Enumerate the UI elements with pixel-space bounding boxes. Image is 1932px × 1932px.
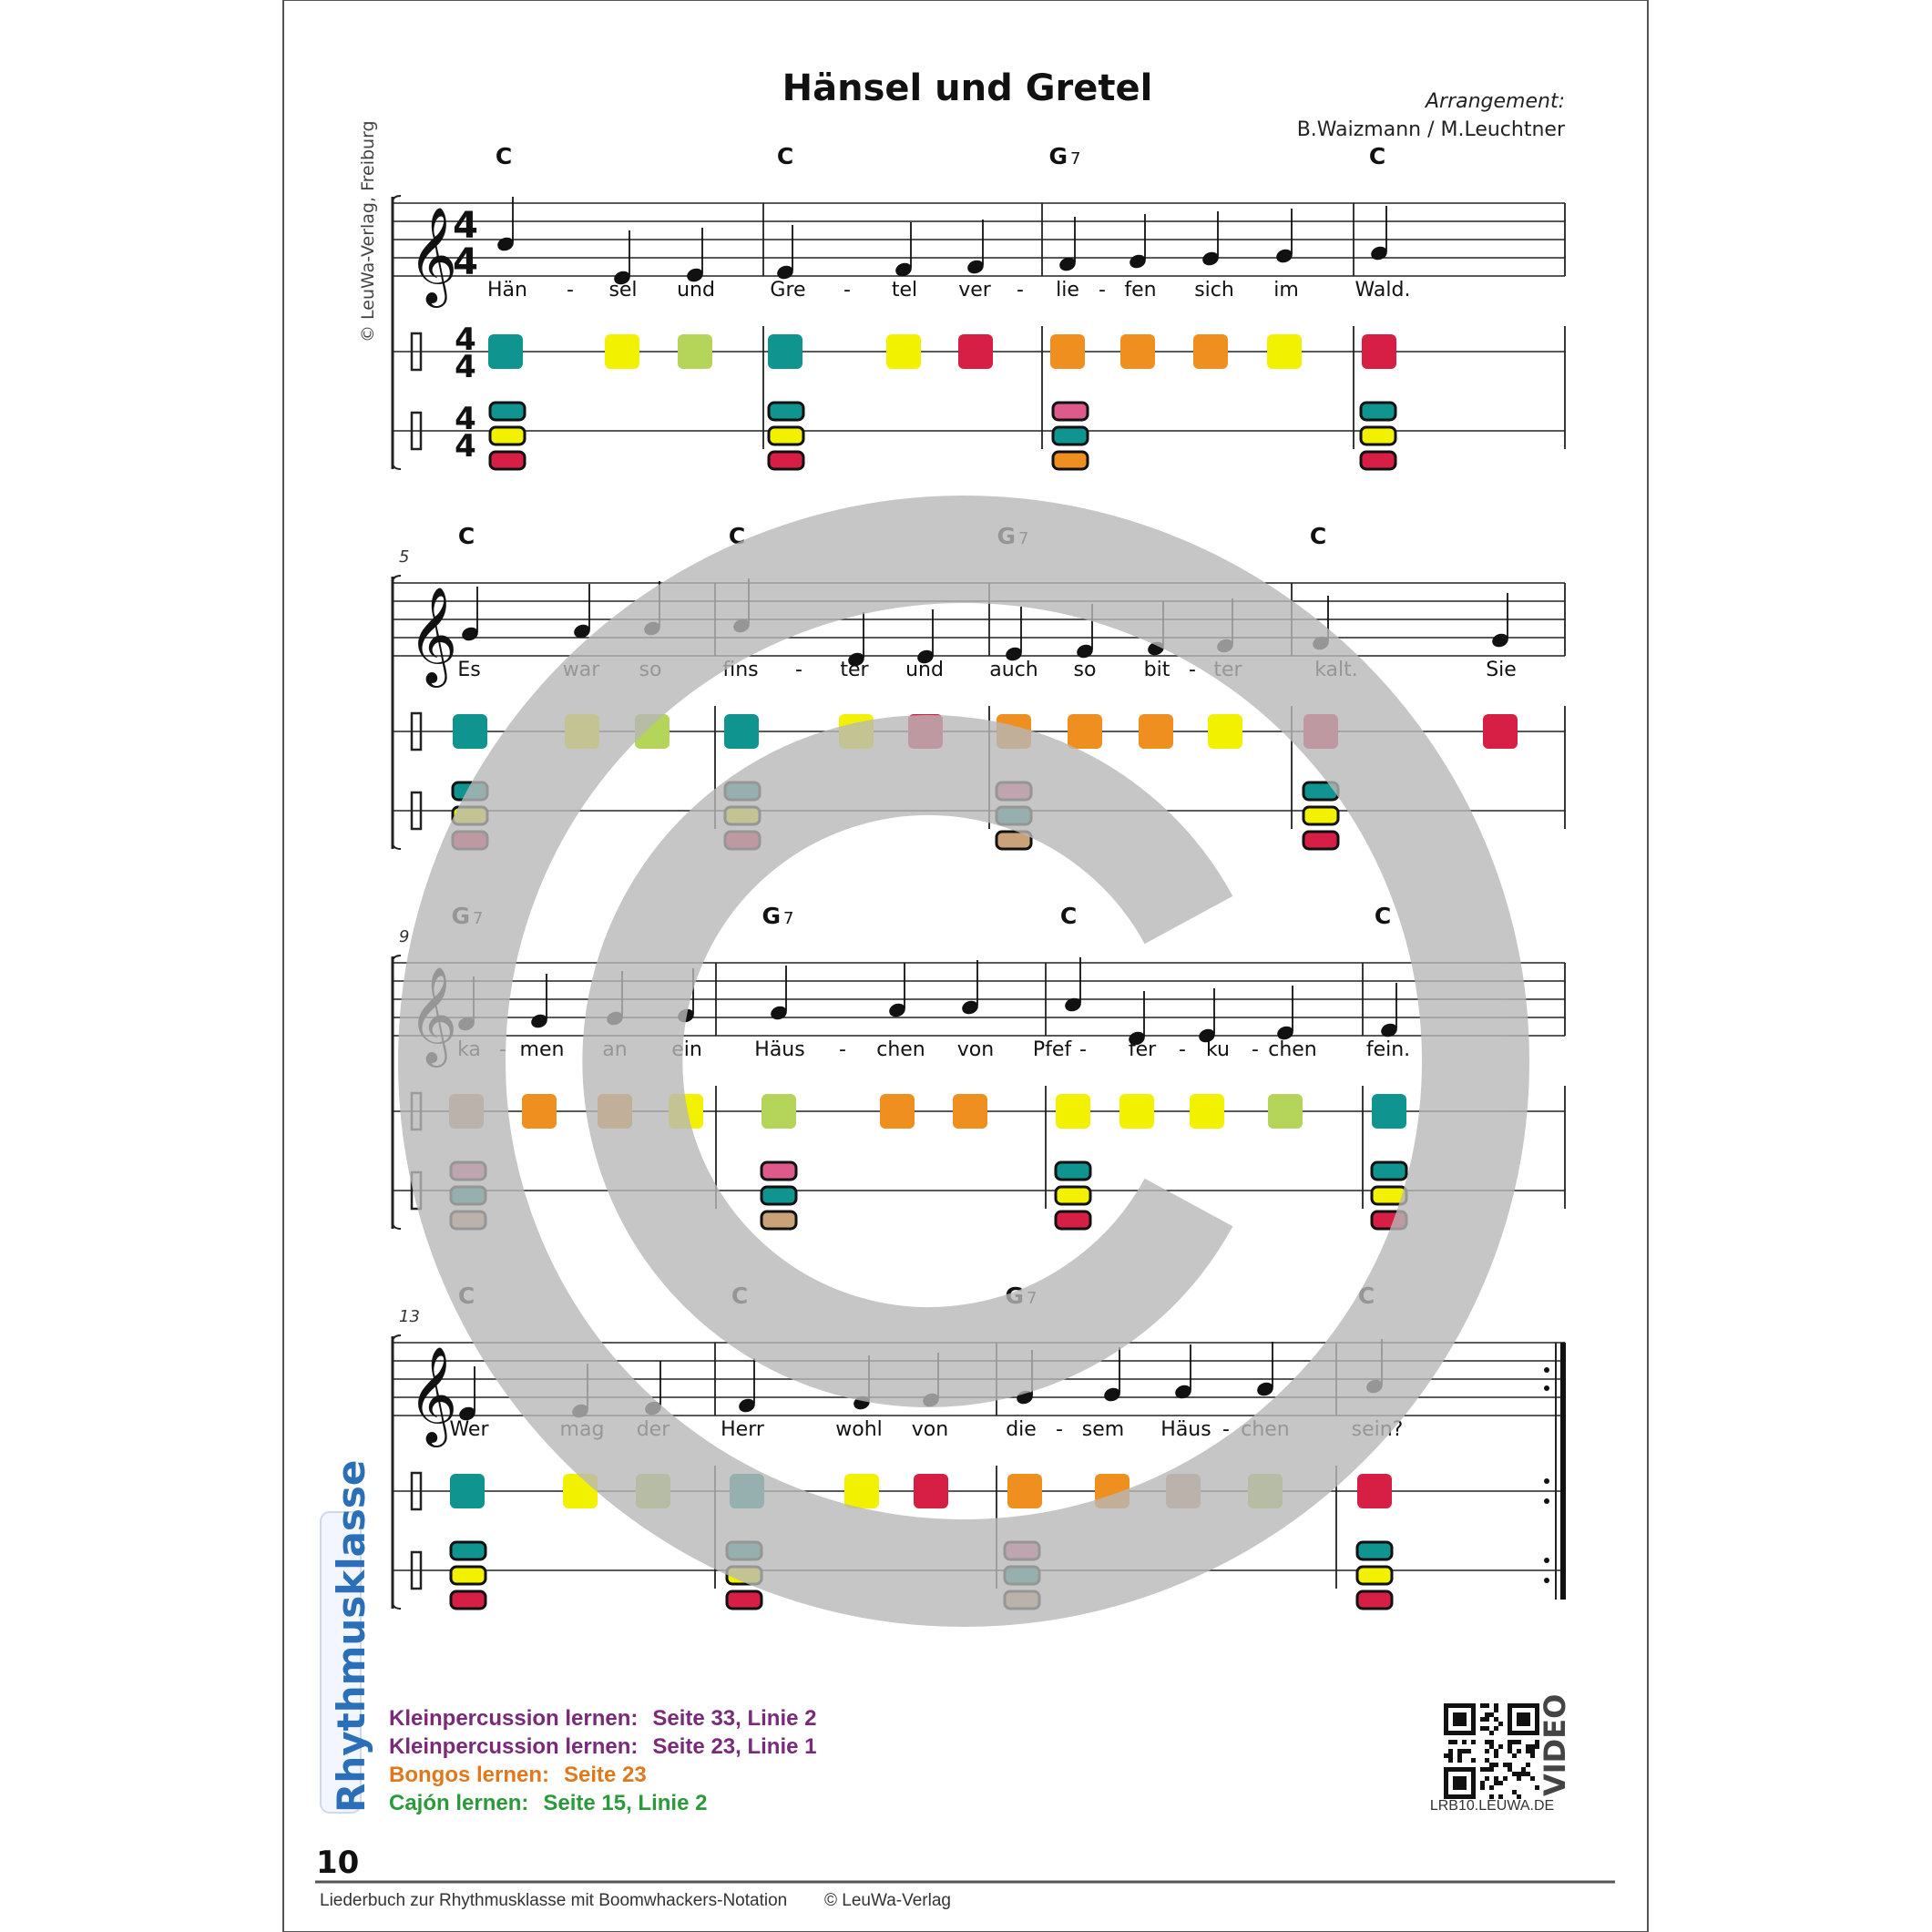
chord-symbol: C bbox=[1309, 523, 1327, 549]
chord-symbol: C bbox=[731, 1283, 749, 1309]
lyric-syllable: - bbox=[1017, 279, 1024, 302]
boomwhacker-note bbox=[1068, 714, 1102, 749]
lyric-syllable: ku bbox=[1205, 1038, 1231, 1061]
lyric-syllable: Herr bbox=[721, 1418, 764, 1441]
lyric-syllable: - bbox=[1079, 1038, 1087, 1061]
lyric-syllable: Gre bbox=[770, 279, 806, 302]
repeat-dot bbox=[1544, 1578, 1549, 1583]
time-signature-top: 4 bbox=[455, 401, 476, 437]
lyric-syllable: - bbox=[843, 279, 851, 302]
boomwhacker-chord-note bbox=[490, 452, 525, 469]
boomwhacker-note bbox=[678, 334, 712, 369]
boomwhacker-chord-note bbox=[1361, 452, 1395, 469]
boomwhacker-note bbox=[1483, 714, 1518, 749]
treble-clef-icon: 𝄞 bbox=[408, 206, 458, 303]
chord-symbol: G 7 bbox=[762, 903, 794, 929]
chord-symbol: C bbox=[1374, 903, 1392, 929]
lyric-syllable: sein? bbox=[1351, 1418, 1404, 1441]
boomwhacker-chord-note bbox=[451, 1591, 486, 1609]
treble-clef-icon: 𝄞 bbox=[408, 586, 458, 683]
chord-symbol: G 7 bbox=[1005, 1283, 1038, 1309]
rhythmusklasse-logo bbox=[321, 1460, 373, 1813]
treble-clef-icon: 𝄞 bbox=[408, 966, 458, 1063]
boomwhacker-note bbox=[605, 334, 639, 369]
boomwhacker-chord-note bbox=[762, 1187, 796, 1204]
boomwhacker-chord-note bbox=[769, 452, 803, 469]
chord-symbol: C bbox=[457, 1283, 475, 1309]
footer-copyright: © LeuWa-Verlag bbox=[824, 1891, 951, 1910]
repeat-dot bbox=[1544, 1385, 1549, 1391]
lyric-syllable: Sie bbox=[1486, 659, 1517, 681]
arrangement-label: Arrangement: bbox=[1425, 90, 1565, 113]
lyric-syllable: ver bbox=[958, 279, 991, 302]
learning-link[interactable]: Bongos lernen: Seite 23 bbox=[389, 1763, 647, 1787]
boomwhacker-chord-note bbox=[769, 427, 803, 445]
boomwhacker-note bbox=[762, 1094, 796, 1129]
boomwhacker-note bbox=[1193, 334, 1228, 369]
boomwhacker-note bbox=[488, 334, 523, 369]
lyric-syllable: - bbox=[1179, 1038, 1186, 1061]
boomwhacker-chord-note bbox=[1056, 1162, 1090, 1180]
lyric-syllable: - bbox=[499, 1038, 506, 1061]
video-label: VIDEO bbox=[1538, 1693, 1572, 1796]
chord-symbol: G 7 bbox=[1048, 143, 1081, 169]
lyric-syllable: so bbox=[1073, 659, 1097, 681]
lyric-syllable: chen bbox=[876, 1038, 925, 1061]
lyric-syllable: - bbox=[795, 659, 802, 681]
repeat-dot bbox=[1544, 1367, 1549, 1373]
repeat-dot bbox=[1544, 1478, 1549, 1484]
lyric-syllable: auch bbox=[989, 659, 1038, 681]
lyric-syllable: und bbox=[905, 659, 944, 681]
lyric-syllable: - bbox=[1099, 279, 1106, 302]
boomwhacker-chord-note bbox=[1361, 403, 1395, 420]
lyric-syllable: ter bbox=[1213, 659, 1242, 681]
boomwhacker-note bbox=[1208, 714, 1242, 749]
lyric-syllable: die bbox=[1006, 1418, 1037, 1441]
lyric-syllable: lie bbox=[1056, 279, 1079, 302]
lyric-syllable: chen bbox=[1268, 1038, 1317, 1061]
boomwhacker-chord-note bbox=[1053, 403, 1088, 420]
measure-number: 9 bbox=[399, 927, 410, 946]
lyric-syllable: - bbox=[1056, 1418, 1063, 1441]
lyric-syllable: chen bbox=[1241, 1418, 1290, 1441]
boomwhacker-note bbox=[1190, 1094, 1224, 1129]
lyric-syllable: fein. bbox=[1365, 1038, 1411, 1061]
boomwhacker-chord-note bbox=[1053, 452, 1088, 469]
time-signature-bottom: 4 bbox=[453, 241, 478, 283]
arrangers: B.Waizmann / M.Leuchtner bbox=[1296, 118, 1565, 141]
chord-symbol: G 7 bbox=[997, 523, 1029, 549]
lyric-syllable: im bbox=[1273, 279, 1299, 302]
boomwhacker-chord-note bbox=[1357, 1591, 1392, 1609]
lyric-syllable: tel bbox=[891, 279, 918, 302]
lyric-syllable: Häus bbox=[1160, 1418, 1211, 1441]
boomwhacker-chord-note bbox=[1303, 832, 1338, 849]
boomwhacker-chord-note bbox=[1372, 1162, 1406, 1180]
lyric-syllable: ein bbox=[671, 1038, 702, 1061]
lyric-syllable: - bbox=[839, 1038, 846, 1061]
boomwhacker-note bbox=[1056, 1094, 1090, 1129]
boomwhacker-note bbox=[453, 714, 487, 749]
boomwhacker-note bbox=[1268, 1094, 1303, 1129]
boomwhacker-note bbox=[768, 334, 802, 369]
boomwhacker-chord-note bbox=[1357, 1567, 1392, 1584]
boomwhacker-note bbox=[1139, 714, 1173, 749]
lyric-syllable: men bbox=[519, 1038, 565, 1061]
boomwhacker-note bbox=[958, 334, 993, 369]
lyric-syllable: bit bbox=[1143, 659, 1170, 681]
boomwhacker-chord-note bbox=[490, 403, 525, 420]
boomwhacker-note bbox=[1362, 334, 1396, 369]
boomwhacker-chord-note bbox=[762, 1211, 796, 1229]
boomwhacker-note bbox=[880, 1094, 915, 1129]
learning-link[interactable]: Kleinpercussion lernen: Seite 23, Linie 1 bbox=[389, 1734, 817, 1759]
lyric-syllable: sem bbox=[1081, 1418, 1125, 1441]
lyric-syllable: und bbox=[677, 279, 715, 302]
boomwhacker-note bbox=[1007, 1474, 1042, 1508]
lyric-syllable: - bbox=[567, 279, 574, 302]
boomwhacker-chord-note bbox=[1056, 1211, 1090, 1229]
boomwhacker-chord-note bbox=[1053, 427, 1088, 445]
chord-symbol: C bbox=[776, 143, 794, 169]
lyric-syllable: fer bbox=[1128, 1038, 1157, 1061]
repeat-dot bbox=[1544, 1498, 1549, 1504]
chord-symbol: C bbox=[1357, 1283, 1375, 1309]
treble-clef-icon: 𝄞 bbox=[408, 1345, 458, 1443]
lyric-syllable: Häus bbox=[754, 1038, 805, 1061]
boomwhacker-chord-note bbox=[1303, 807, 1338, 824]
lyric-syllable: Wald. bbox=[1354, 279, 1411, 302]
boomwhacker-chord-note bbox=[1361, 427, 1395, 445]
boomwhacker-chord-note bbox=[727, 1591, 762, 1609]
page-number: 10 bbox=[316, 1845, 360, 1881]
boomwhacker-note bbox=[1357, 1474, 1392, 1508]
lyric-syllable: - bbox=[1189, 659, 1196, 681]
boomwhacker-chord-note bbox=[762, 1162, 796, 1180]
lyric-syllable: so bbox=[639, 659, 662, 681]
lyric-syllable: sich bbox=[1194, 279, 1234, 302]
lyric-syllable: der bbox=[636, 1418, 670, 1441]
lyric-syllable: Hän bbox=[487, 279, 527, 302]
measure-number: 5 bbox=[399, 547, 410, 567]
boomwhacker-note bbox=[1372, 1094, 1406, 1129]
song-title: Hänsel und Gretel bbox=[782, 67, 1153, 109]
chord-symbol: C bbox=[457, 523, 475, 549]
lyric-syllable: Pfef bbox=[1032, 1038, 1072, 1061]
lyric-syllable: Wer bbox=[449, 1418, 489, 1441]
lyric-syllable: - bbox=[1252, 1038, 1259, 1061]
lyric-syllable: sel bbox=[608, 279, 638, 302]
chord-symbol: C bbox=[728, 523, 746, 549]
boomwhacker-note bbox=[450, 1474, 485, 1508]
lyric-syllable: von bbox=[911, 1418, 949, 1441]
time-signature-top: 4 bbox=[453, 205, 478, 247]
lyric-syllable: Es bbox=[457, 659, 481, 681]
time-signature-bottom: 4 bbox=[455, 428, 476, 465]
learning-link[interactable]: Cajón lernen: Seite 15, Linie 2 bbox=[389, 1791, 708, 1815]
boomwhacker-note bbox=[724, 714, 759, 749]
lyric-syllable: fins bbox=[722, 659, 759, 681]
qr-code[interactable] bbox=[1441, 1702, 1539, 1800]
time-signature-bottom: 4 bbox=[455, 349, 476, 385]
boomwhacker-note bbox=[953, 1094, 987, 1129]
chord-symbol: C bbox=[1368, 143, 1386, 169]
boomwhacker-note bbox=[1050, 334, 1085, 369]
boomwhacker-note bbox=[1267, 334, 1302, 369]
lyric-syllable: - bbox=[1222, 1418, 1230, 1441]
boomwhacker-chord-note bbox=[451, 1542, 486, 1559]
chord-symbol: C bbox=[495, 143, 513, 169]
boomwhacker-chord-note bbox=[1056, 1187, 1090, 1204]
qr-url[interactable]: LRB10.LEUWA.DE bbox=[1429, 1798, 1555, 1814]
boomwhacker-note bbox=[522, 1094, 557, 1129]
lyric-syllable: ka bbox=[457, 1038, 481, 1061]
boomwhacker-note bbox=[1119, 1094, 1154, 1129]
lyric-syllable: mag bbox=[559, 1418, 605, 1441]
footer-text: Liederbuch zur Rhythmusklasse mit Boomwhackers-Notation bbox=[320, 1891, 788, 1910]
boomwhacker-chord-note bbox=[769, 403, 803, 420]
boomwhacker-note bbox=[886, 334, 921, 369]
boomwhacker-chord-note bbox=[1357, 1542, 1392, 1559]
lyric-syllable: von bbox=[956, 1038, 995, 1061]
measure-number: 13 bbox=[399, 1307, 420, 1326]
lyric-syllable: ter bbox=[840, 659, 869, 681]
logo-text: Rhythmusklasse bbox=[329, 1459, 373, 1813]
boomwhacker-note bbox=[844, 1474, 879, 1508]
side-copyright: © LeuWa-Verlag, Freiburg bbox=[358, 120, 378, 342]
lyric-syllable: war bbox=[562, 659, 600, 681]
lyric-syllable: an bbox=[602, 1038, 628, 1061]
time-signature-top: 4 bbox=[455, 322, 476, 358]
boomwhacker-chord-note bbox=[451, 1567, 486, 1584]
boomwhacker-note bbox=[1120, 334, 1155, 369]
learning-link[interactable]: Kleinpercussion lernen: Seite 33, Linie 2 bbox=[389, 1706, 817, 1731]
lyric-syllable: wohl bbox=[835, 1418, 883, 1441]
lyric-syllable: kalt. bbox=[1314, 659, 1358, 681]
lyric-syllable: fen bbox=[1124, 279, 1157, 302]
boomwhacker-note bbox=[914, 1474, 948, 1508]
chord-symbol: G 7 bbox=[451, 903, 484, 929]
repeat-dot bbox=[1544, 1558, 1549, 1563]
boomwhacker-chord-note bbox=[490, 427, 525, 445]
chord-symbol: C bbox=[1059, 903, 1078, 929]
